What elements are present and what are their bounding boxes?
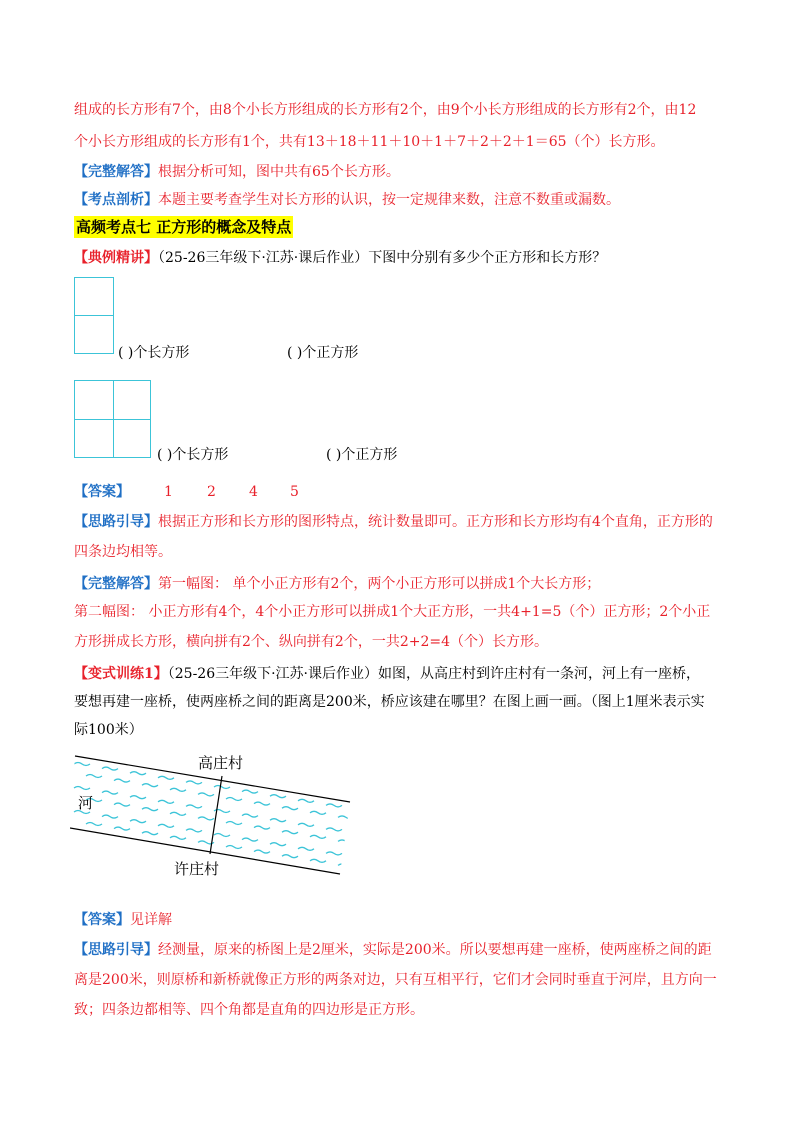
square [74, 380, 114, 420]
river-wave [282, 807, 298, 810]
river-wave [282, 831, 298, 834]
blank-rect-count-1: ( )个长方形 [118, 345, 190, 361]
hint-text: 根据正方形和长方形的图形特点，统计数量即可。正方形和长方形均有4个直角，正方形的 [158, 514, 713, 530]
variant-tag: 【变式训练1】 [74, 666, 168, 682]
square [113, 380, 151, 420]
answer-value: 5 [290, 484, 299, 500]
river-wave [102, 767, 118, 770]
variant-text: （25-26三年级下·江苏·课后作业）如图，从高庄村到许庄村有一条河，河上有一座桥， [167, 666, 701, 682]
full-answer-text: 第一幅图： 单个小正方形有2个，两个小正方形可以拼成1个大长方形； [158, 576, 601, 592]
river-wave [86, 823, 102, 826]
hint-text: 经测量，原来的桥图上是2厘米，实际是200米。所以要想再建一座桥，使两座桥之间的距 [158, 942, 712, 958]
river-wave [102, 839, 118, 842]
river-wave [298, 847, 314, 850]
river-wave [186, 853, 202, 856]
river-wave [282, 855, 298, 858]
river-map [70, 746, 360, 881]
river-wave [270, 819, 286, 822]
hint-paragraph [74, 512, 713, 532]
square [113, 419, 151, 458]
river-wave [214, 834, 230, 837]
river-wave [102, 791, 118, 794]
river-wave [310, 811, 326, 814]
river-wave [142, 808, 158, 811]
river-wave [170, 812, 186, 815]
river-wave [298, 871, 314, 874]
river-wave [102, 863, 118, 866]
river-wave [170, 836, 186, 839]
river-wave [326, 852, 342, 855]
river-wave [326, 828, 342, 831]
river-wave [186, 781, 202, 784]
answer-value: 1 [164, 484, 173, 500]
river-wave [338, 864, 354, 867]
river-wave [326, 876, 342, 879]
exam-point-text: 本题主要考查学生对长方形的认识，按一定规律来数，注意不数重或漏数。 [158, 192, 620, 208]
river-wave [74, 859, 90, 862]
full-answer-tag: 【完整解答】 [74, 164, 158, 180]
river-wave [270, 843, 286, 846]
river-wave [310, 859, 326, 862]
river-wave [254, 802, 270, 805]
river-wave [158, 872, 174, 875]
example-tag: 【典例精讲】 [74, 250, 158, 266]
hint-text-line: 致；四条边都相等、四个角都是直角的四边形是正方形。 [74, 1002, 424, 1018]
river-wave [158, 824, 174, 827]
river-wave [114, 779, 130, 782]
variant-text-line: 要想再建一座桥，使两座桥之间的距离是200米，桥应该建在哪里？在图上画一画。（图上1厘米表示实 [74, 694, 705, 710]
river-wave [242, 790, 258, 793]
river-wave [130, 820, 146, 823]
blank-square-count-1: ( )个正方形 [287, 345, 359, 361]
blank-square-count-2: ( )个正方形 [326, 447, 398, 463]
hint-tag: 【思路引导】 [74, 942, 158, 958]
river-wave [130, 796, 146, 799]
answer-value: 2 [207, 484, 216, 500]
variant-text-line: 际100米） [74, 722, 143, 738]
full-answer-line: 第二幅图： 小正方形有4个，4个小正方形可以拼成1个大正方形，一共4+1=5（个）正方形；2个小正 [74, 604, 711, 620]
river-wave [214, 786, 230, 789]
example-question-text: （25-26三年级下·江苏·课后作业）下图中分别有多少个正方形和长方形？ [158, 250, 607, 266]
river-wave [158, 800, 174, 803]
hint-text-line: 离是200米，则原桥和新桥就像正方形的两条对边，只有互相平行，它们才会同时垂直于河岸，且方向一 [74, 972, 717, 988]
river-wave [74, 763, 90, 766]
river-wave [254, 874, 270, 877]
river-wave [186, 805, 202, 808]
full-answer-paragraph [74, 574, 600, 594]
river-wave [270, 867, 286, 870]
solution-text-line: 个小长方形组成的长方形有1个，共有13＋18＋11＋10＋1＋7＋2＋2＋1＝65（个）长方形。 [74, 134, 665, 150]
river-wave [130, 868, 146, 871]
river-wave [242, 838, 258, 841]
river-wave [86, 775, 102, 778]
hint-tag: 【思路引导】 [74, 514, 158, 530]
river-wave [226, 846, 242, 849]
solution-text-line: 组成的长方形有7个，由8个小长方形组成的长方形有2个，由9个小长方形组成的长方形有2个，由12 [74, 102, 697, 118]
full-answer-line: 方形拼成长方形，横向拼有2个、纵向拼有2个，一共2+2=4（个）长方形。 [74, 634, 548, 650]
river-wave [74, 835, 90, 838]
exam-point-tag: 【考点剖析】 [74, 192, 158, 208]
river-label: 河 [78, 794, 94, 812]
river-wave [142, 856, 158, 859]
variant-question [74, 664, 700, 684]
river-wave [310, 835, 326, 838]
river-wave [170, 788, 186, 791]
river-wave [198, 817, 214, 820]
river-wave [226, 870, 242, 873]
river-wave [158, 848, 174, 851]
river-wave [86, 847, 102, 850]
river-wave [186, 829, 202, 832]
section-heading: 高频考点七 正方形的概念及特点 [76, 218, 292, 236]
river-wave [338, 816, 354, 819]
full-answer-text: 根据分析可知，图中共有65个长方形。 [158, 164, 400, 180]
river-wave [298, 799, 314, 802]
variant-hint [74, 940, 712, 960]
river-wave [142, 832, 158, 835]
bridge-line [210, 776, 222, 854]
river-wave [130, 772, 146, 775]
river-wave [270, 795, 286, 798]
answer-text: 见详解 [130, 912, 172, 928]
river-wave [142, 784, 158, 787]
example-question [74, 248, 606, 268]
river-wave [282, 879, 298, 881]
river-wave [254, 826, 270, 829]
river-wave [226, 798, 242, 801]
square [74, 419, 114, 458]
answer-value: 4 [249, 484, 258, 500]
river-wave [114, 851, 130, 854]
village-top-label: 高庄村 [198, 754, 244, 772]
exam-point-paragraph [74, 190, 620, 210]
river-wave [198, 793, 214, 796]
full-answer-paragraph [74, 162, 400, 182]
village-bottom-label: 许庄村 [174, 860, 220, 878]
river-wave [326, 804, 342, 807]
square-top [74, 277, 114, 316]
river-wave [242, 862, 258, 865]
river-wave [338, 840, 354, 843]
river-wave [74, 787, 90, 790]
river-wave [298, 823, 314, 826]
river-wave [158, 776, 174, 779]
river-wave [226, 822, 242, 825]
river-wave [102, 815, 118, 818]
variant-answer [74, 910, 172, 930]
river-wave [114, 803, 130, 806]
full-answer-tag: 【完整解答】 [74, 576, 158, 592]
blank-rect-count-2: ( )个长方形 [157, 447, 229, 463]
hint-text-line: 四条边均相等。 [74, 544, 172, 560]
river-wave [114, 827, 130, 830]
river-wave [242, 814, 258, 817]
answer-tag: 【答案】 [74, 484, 130, 500]
river-wave [130, 844, 146, 847]
square-bottom [74, 315, 114, 354]
answer-tag: 【答案】 [74, 912, 130, 928]
river-wave [254, 850, 270, 853]
